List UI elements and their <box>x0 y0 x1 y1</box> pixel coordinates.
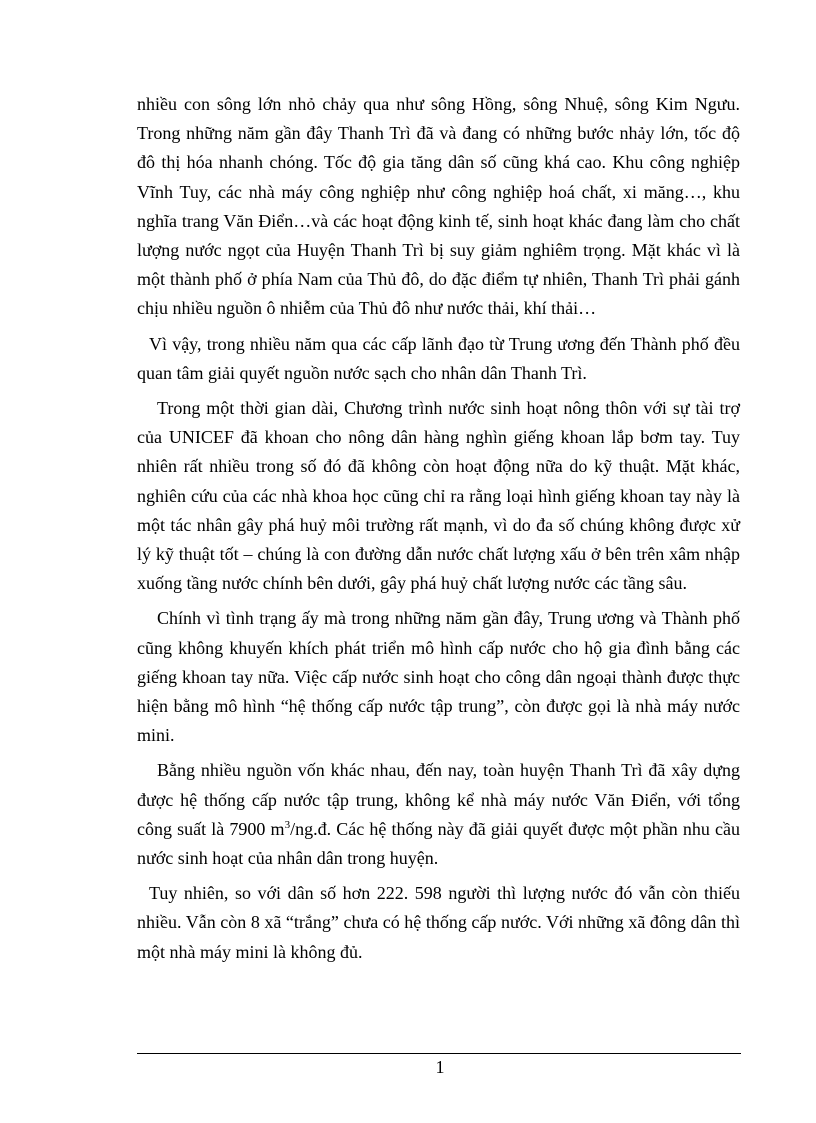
paragraph-2: Vì vậy, trong nhiều năm qua các cấp lãnh đạo từ Trung ương đến Thành phố đều quan tâm giải quyết nguồn nước sạch cho nhân dân Thanh Trì. <box>137 333 740 383</box>
page-number: 1 <box>435 1057 445 1077</box>
paragraph-1: nhiều con sông lớn nhỏ chảy qua như sông Hồng, sông Nhuệ, sông Kim Ngưu. Trong những năm gần đây Thanh Trì đã và đang có những bước nhảy lớn, tốc độ đô thị hóa nhanh chóng. Tốc độ gia tăng dân số cũng khá cao. Khu công nghiệp Vĩnh Tuy, các nhà máy công nghiệp như công nghiệp hoá chất, xi măng…, khu nghĩa trang Văn Điển…và các hoạt động kinh tế, sinh hoạt khác đang làm cho chất lượng nước ngọt của Huyện Thanh Trì bị suy giảm nghiêm trọng. Mặt khác vì là một thành phố ở phía Nam của Thủ đô, do đặc điểm tự nhiên, Thanh Trì phải gánh chịu nhiều nguồn ô nhiễm của Thủ đô như nước thải, khí thải… <box>137 94 740 319</box>
paragraph-5-text-before: Bằng nhiều nguồn vốn khác nhau, đến nay, toàn huyện Thanh Trì đã xây dựng được hệ thống cấp nước tập trung, không kể nhà máy nước Văn Điển, với tổng công suất là 7900 m <box>137 760 740 839</box>
paragraph-5-text-after: /ng.đ. Các hệ thống này đã giải quyết được một phần nhu cầu nước sinh hoạt của nhân dân trong huyện. <box>137 818 740 869</box>
paragraph-5 <box>137 756 740 873</box>
footer-divider <box>137 1053 741 1054</box>
paragraph-5-superscript: 3 <box>284 818 291 831</box>
paragraph-6: Tuy nhiên, so với dân số hơn 222. 598 người thì lượng nước đó vẫn còn thiếu nhiều. Vẫn còn 8 xã “trắng” chưa có hệ thống cấp nước. Với những xã đông dân thì một nhà máy mini là không đủ. <box>137 883 740 962</box>
document-body <box>137 90 740 967</box>
paragraph-4: Chính vì tình trạng ấy mà trong những năm gần đây, Trung ương và Thành phố cũng không khuyến khích phát triển mô hình cấp nước cho hộ gia đình bằng các giếng khoan tay nữa. Việc cấp nước sinh hoạt cho công dân ngoại thành được thực hiện bằng mô hình “hệ thống cấp nước tập trung”, còn được gọi là nhà máy nước mini. <box>137 608 740 746</box>
paragraph-3: Trong một thời gian dài, Chương trình nước sinh hoạt nông thôn với sự tài trợ của UNICEF đã khoan cho nông dân hàng nghìn giếng khoan lắp bơm tay. Tuy nhiên rất nhiều trong số đó đã không còn hoạt động nữa do kỹ thuật. Mặt khác, nghiên cứu của các nhà khoa học cũng chỉ ra rằng loại hình giếng khoan tay này là một tác nhân gây phá huỷ môi trường rất mạnh, vì do đa số chúng không được xử lý kỹ thuật tốt – chúng là con đường dẫn nước chất lượng xấu ở bên trên xâm nhập xuống tầng nước chính bên dưới, gây phá huỷ chất lượng nước các tầng sâu. <box>137 398 740 594</box>
